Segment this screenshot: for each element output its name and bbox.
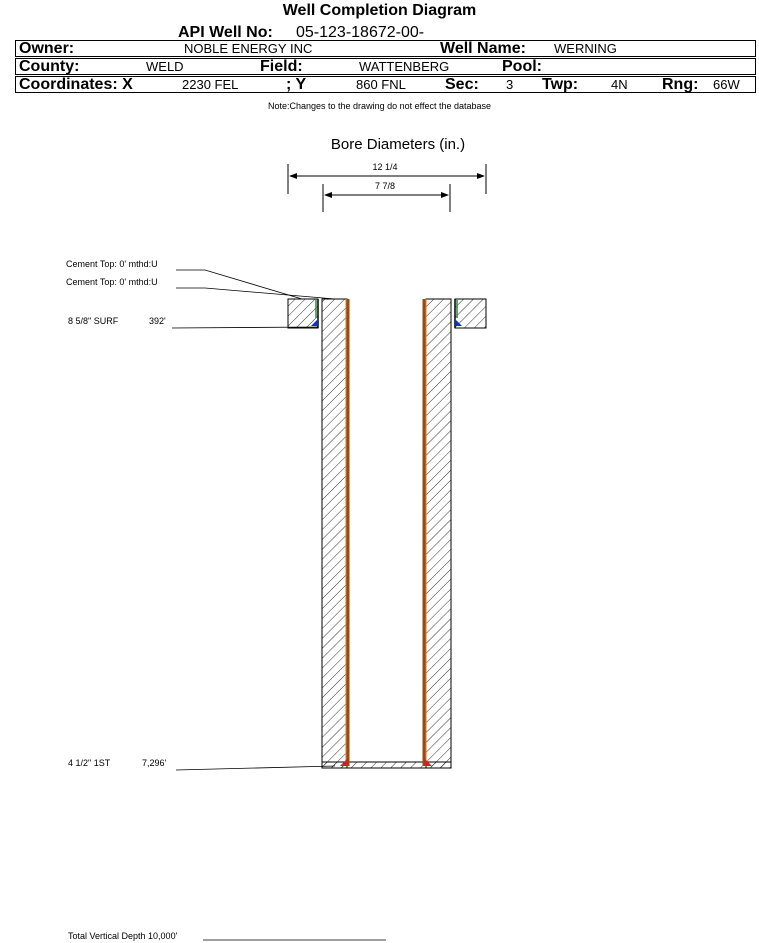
twp-value: 4N: [611, 77, 628, 92]
total-vertical-depth: Total Vertical Depth 10,000': [68, 931, 178, 941]
production-cement-right: [426, 299, 451, 768]
diagram-title: Well Completion Diagram: [282, 2, 477, 19]
county-label: County:: [19, 58, 80, 75]
owner-value: NOBLE ENERGY INC: [184, 41, 313, 56]
field-label: Field:: [260, 58, 303, 75]
cement-top-label-2: Cement Top: 0' mthd:U: [66, 277, 158, 287]
bore-inner-right-arrow: [441, 192, 449, 198]
cement-top-label-1: Cement Top: 0' mthd:U: [66, 259, 158, 269]
sec-value: 3: [506, 77, 514, 92]
bore-outer-diameter: 12 1/4: [372, 162, 398, 172]
county-value: WELD: [146, 59, 184, 74]
coord-y-label: ; Y: [286, 76, 307, 93]
coord-x-value: 2230 FEL: [182, 77, 239, 92]
production-casing-leader: [176, 766, 335, 770]
api-well-value: 05-123-18672-00-: [296, 24, 425, 41]
sec-label: Sec:: [445, 76, 479, 93]
bore-inner-left-arrow: [324, 192, 332, 198]
rng-label: Rng:: [662, 76, 699, 93]
production-casing-depth: 7,296': [142, 758, 167, 768]
bore-inner-diameter: 7 7/8: [374, 181, 396, 191]
database-note: Note:Changes to the drawing do not effect the database: [268, 101, 491, 111]
owner-label: Owner:: [19, 40, 75, 57]
well-name-value: WERNING: [554, 41, 617, 56]
coord-x-label: Coordinates: X: [19, 76, 133, 93]
bore-diameters-title: Bore Diameters (in.): [330, 136, 466, 153]
api-well-label: API Well No:: [178, 24, 273, 41]
surface-casing-size: 8 5/8" SURF: [68, 316, 119, 326]
rng-value: 66W: [713, 77, 740, 92]
production-casing-size: 4 1/2" 1ST: [68, 758, 111, 768]
coord-y-value: 860 FNL: [356, 77, 406, 92]
pool-label: Pool:: [502, 58, 542, 75]
twp-label: Twp:: [542, 76, 579, 93]
field-value: WATTENBERG: [359, 59, 450, 74]
production-cement-left: [322, 299, 347, 768]
bore-outer-left-arrow: [289, 173, 297, 179]
cement-top-leader-2: [176, 288, 335, 299]
surface-casing-depth: 392': [149, 316, 166, 326]
bore-outer-right-arrow: [477, 173, 485, 179]
well-name-label: Well Name:: [440, 40, 526, 57]
